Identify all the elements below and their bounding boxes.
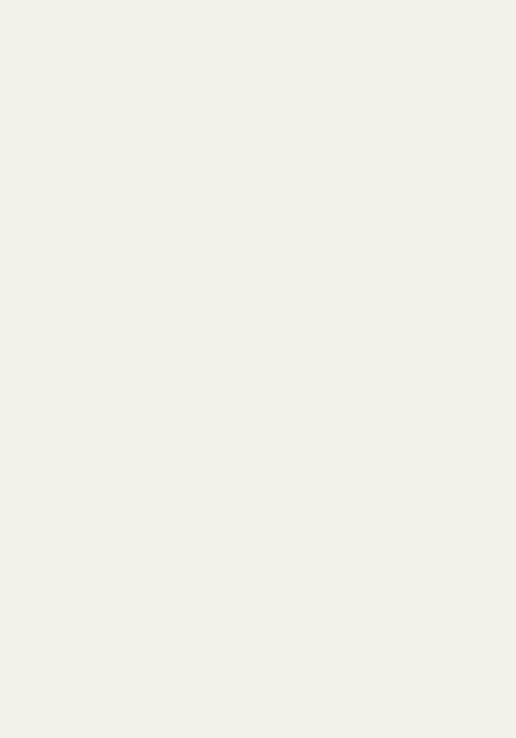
bottom-text-block (8, 368, 508, 698)
top-text-block (8, 28, 508, 358)
page-header (10, 8, 506, 30)
page-body (8, 28, 508, 704)
